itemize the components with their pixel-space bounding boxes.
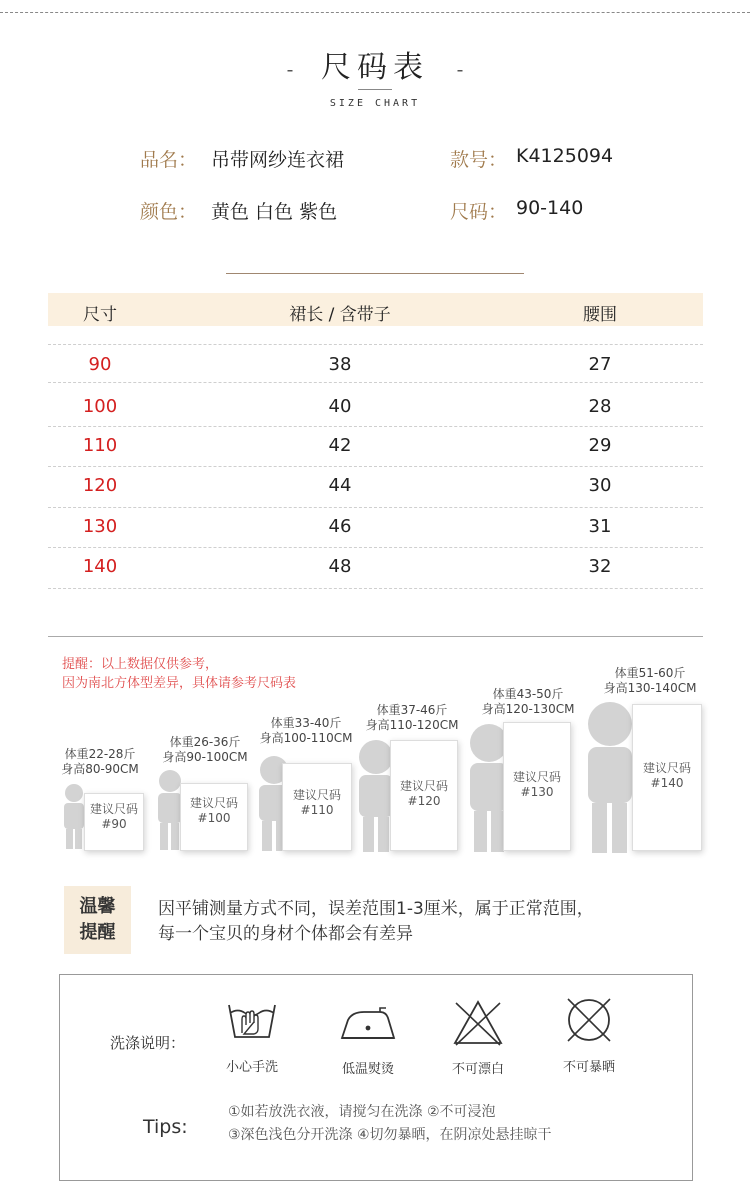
size-card-size: #120: [407, 794, 441, 808]
warm-tip-note-1: 因平铺测量方式不同，误差范围1-3厘米，属于正常范围，: [158, 899, 594, 919]
size-card-title: 建议尺码: [89, 802, 138, 816]
kid-weight: 体重33-40斤: [270, 716, 342, 730]
row-divider: [48, 547, 703, 548]
warm-tip-title-2: 提醒: [79, 922, 116, 943]
size-card-110: [282, 763, 352, 851]
size-card-size: #140: [650, 776, 684, 790]
row-divider: [48, 344, 703, 345]
title-dash-right: -: [456, 57, 464, 81]
size-card-title: 建议尺码: [642, 761, 691, 775]
cell-length: 48: [328, 556, 352, 577]
kid-height: 身高100-110CM: [259, 731, 353, 745]
cell-waist: 31: [588, 516, 612, 537]
size-card-90: [84, 793, 144, 851]
row-divider: [48, 588, 703, 589]
size-card-130: [503, 722, 571, 851]
cell-length: 46: [328, 516, 352, 537]
row-divider: [48, 426, 703, 427]
reminder-line-2: 因为南北方体型差异，具体请参考尺码表: [62, 676, 297, 691]
color-label: 颜色：: [140, 201, 198, 223]
kid-weight: 体重37-46斤: [376, 703, 448, 717]
row-divider: [48, 382, 703, 383]
tips-line-1: ①如若放洗衣液，请搅匀在洗涤 ②不可浸泡: [228, 1104, 496, 1120]
size-range-label: 尺码：: [450, 201, 508, 223]
kid-weight: 体重43-50斤: [492, 687, 564, 701]
size-card-title: 建议尺码: [399, 779, 448, 793]
cell-length: 38: [328, 354, 352, 375]
icon-caption: 不可漂白: [451, 1062, 504, 1077]
page-subtitle: SIZE CHART: [329, 98, 421, 109]
kid-weight: 体重51-60斤: [614, 666, 686, 680]
icon-caption: 低温熨烫: [341, 1062, 394, 1077]
warm-tip-title-1: 温馨: [79, 896, 116, 917]
tips-label: Tips:: [143, 1116, 188, 1138]
cell-size: 90: [88, 354, 112, 375]
section-divider: [226, 273, 524, 274]
header-size: 尺寸: [83, 305, 117, 325]
style-number-label: 款号：: [450, 149, 508, 171]
kid-weight: 体重26-36斤: [169, 735, 241, 749]
kid-height: 身高110-120CM: [365, 718, 459, 732]
cell-waist: 30: [588, 475, 612, 496]
size-range-value: 90-140: [516, 197, 584, 219]
product-name-label: 品名：: [140, 149, 198, 171]
size-card-title: 建议尺码: [512, 770, 561, 784]
header-length: 裙长 / 含带子: [289, 305, 391, 325]
page-title-row: [0, 42, 750, 86]
cell-length: 40: [328, 396, 352, 417]
child-silhouette-140: [588, 702, 632, 853]
care-label: 洗涤说明：: [110, 1034, 186, 1052]
page-title: 尺码表: [321, 50, 429, 85]
cell-size: 100: [82, 396, 118, 417]
size-card-title: 建议尺码: [189, 796, 238, 810]
size-card-size: #90: [101, 817, 127, 831]
size-card-size: #110: [300, 803, 334, 817]
kid-height: 身高80-90CM: [61, 762, 139, 776]
child-silhouette-100: [158, 770, 182, 850]
header-waist: 腰围: [583, 305, 617, 325]
kid-height: 身高130-140CM: [603, 681, 697, 695]
cell-size: 110: [82, 435, 118, 456]
row-divider: [48, 466, 703, 467]
size-card-140: [632, 704, 702, 851]
kid-weight: 体重22-28斤: [64, 747, 136, 761]
no-bleach-icon: [452, 999, 504, 1047]
warm-tip-note-2: 每一个宝贝的身材个体都会有差异: [158, 924, 413, 944]
cell-length: 44: [328, 475, 352, 496]
cell-length: 42: [328, 435, 352, 456]
size-card-100: [180, 783, 248, 851]
low-iron-icon: [338, 1004, 398, 1040]
tips-line-2: ③深色浅色分开洗涤 ④切勿暴晒，在阴凉处悬挂晾干: [228, 1127, 552, 1143]
child-silhouette-120: [359, 740, 393, 852]
size-card-size: #100: [197, 811, 231, 825]
product-name-value: 吊带网纱连衣裙: [211, 149, 345, 171]
cell-size: 140: [82, 556, 118, 577]
child-silhouette-90: [64, 784, 84, 849]
cell-waist: 27: [588, 354, 612, 375]
cell-waist: 32: [588, 556, 612, 577]
size-card-title: 建议尺码: [292, 788, 341, 802]
kid-height: 身高120-130CM: [481, 702, 575, 716]
title-dash-left: -: [286, 57, 294, 81]
color-value: 黄色 白色 紫色: [211, 201, 338, 223]
warm-tip-badge: [64, 886, 131, 954]
row-divider: [48, 507, 703, 508]
style-number-value: K4125094: [516, 145, 614, 167]
cell-waist: 29: [588, 435, 612, 456]
cell-waist: 28: [588, 396, 612, 417]
no-tumble-dry-icon: [564, 995, 614, 1045]
top-dashed-divider: [0, 12, 750, 13]
hand-wash-icon: [226, 997, 278, 1043]
section-separator: [48, 636, 703, 637]
icon-caption: 小心手洗: [225, 1060, 278, 1075]
kid-height: 身高90-100CM: [162, 750, 248, 764]
title-underline: [358, 89, 392, 90]
size-card-size: #130: [520, 785, 554, 799]
icon-caption: 不可暴晒: [562, 1060, 615, 1075]
cell-size: 130: [82, 516, 118, 537]
reminder-line-1: 提醒：以上数据仅供参考，: [62, 657, 219, 672]
cell-size: 120: [82, 475, 118, 496]
size-card-120: [390, 740, 458, 851]
